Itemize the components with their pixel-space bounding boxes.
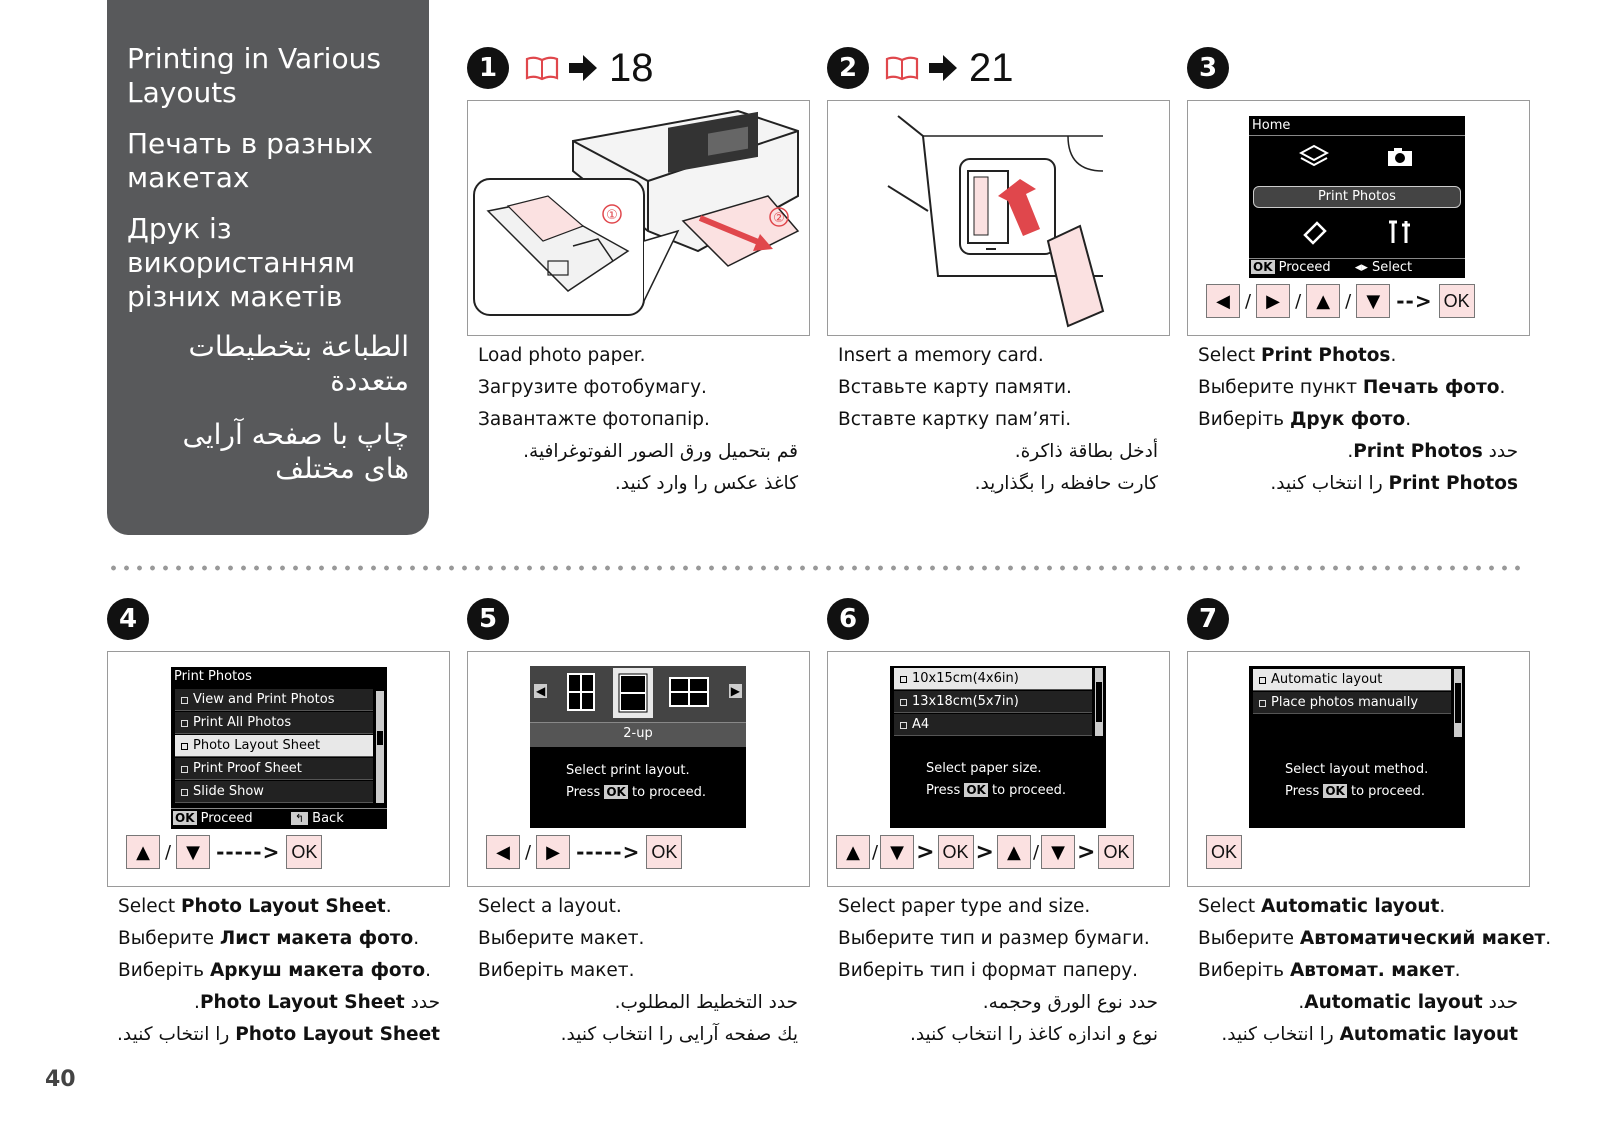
lcd-footer: OK Proceed ↰ Back — [171, 808, 387, 829]
instruction-uk: Вставте картку пам’яті. — [838, 409, 1072, 430]
step-4-figure — [107, 651, 450, 887]
title-uk: Друк із використанням різних макетів — [127, 212, 356, 313]
arrow-right-icon — [927, 53, 959, 83]
step-4-instructions — [118, 891, 440, 1051]
down-button[interactable]: ▼ — [1356, 284, 1390, 318]
lcd-header: Print Photos — [174, 669, 252, 684]
step-number: 6 — [827, 598, 869, 640]
dashed-arrow-icon: --> — [1396, 289, 1433, 313]
instruction-ru: Выберите тип и размер бумаги. — [838, 928, 1150, 949]
up-button[interactable]: ▲ — [126, 835, 160, 869]
section-title-block — [107, 0, 429, 535]
lcd-screen — [530, 666, 746, 828]
instruction-ar: حدد نوع الورق وحجمه. — [982, 992, 1158, 1013]
step-2-figure — [827, 100, 1170, 336]
select-arrows-icon: ◂▸ — [1354, 260, 1368, 275]
lcd-screen — [890, 666, 1106, 828]
step-number: 4 — [107, 598, 149, 640]
chevron-right-icon: > — [1077, 839, 1097, 865]
button-sequence: ◀ / ▶ -----> OK — [486, 835, 682, 869]
instruction-en: Select paper type and size. — [838, 896, 1091, 917]
instruction-uk: Виберіть тип і формат паперу. — [838, 960, 1139, 981]
step-number: 3 — [1187, 47, 1229, 89]
layout-thumb-4up-icon[interactable] — [566, 672, 596, 712]
step-number: 1 — [467, 47, 509, 89]
step-6-instructions — [838, 891, 1158, 1051]
dashed-arrow-icon: -----> — [576, 840, 641, 864]
instruction-fa: یك صفحه آرایی را انتخاب کنید. — [560, 1024, 798, 1045]
page-reference: 21 — [969, 45, 1014, 90]
layout-thumb-selected[interactable] — [613, 668, 653, 718]
menu-item[interactable]: A4 — [894, 714, 1092, 736]
dashed-arrow-icon: -----> — [216, 840, 281, 864]
step-2-header — [827, 46, 1014, 90]
menu-item[interactable]: Place photos manually — [1253, 692, 1451, 714]
menu-item[interactable]: Slide Show — [175, 781, 373, 803]
lcd-screen — [171, 667, 387, 829]
lcd-message: Select paper size. Press OK to proceed. — [926, 761, 1066, 798]
layers-icon — [1299, 144, 1329, 170]
instruction-fa: Photo Layout Sheet را انتخاب کنید. — [117, 1024, 440, 1045]
step-1-header — [467, 46, 654, 90]
scrollbar[interactable] — [1454, 669, 1462, 737]
figure-label-1: ① — [606, 208, 618, 223]
menu-item[interactable]: View and Print Photos — [175, 689, 373, 711]
right-button[interactable]: ▶ — [1256, 284, 1290, 318]
title-fa: چاپ با صفحه آرایی های مختلف — [182, 418, 409, 485]
ok-button[interactable]: OK — [938, 835, 974, 869]
menu-item[interactable]: Print Proof Sheet — [175, 758, 373, 780]
chevron-right-icon: > — [975, 839, 995, 865]
button-sequence: ▲ / ▼ -----> OK — [126, 835, 322, 869]
memory-card-illustration — [828, 101, 1170, 336]
step-5-figure — [467, 651, 810, 887]
button-sequence — [1206, 835, 1242, 869]
title-en: Printing in Various Layouts — [127, 42, 381, 109]
instruction-ru: Выберите Автоматический макет. — [1198, 928, 1552, 949]
instruction-fa: نوع و اندازه کاغذ را انتخاب کنید. — [909, 1024, 1158, 1045]
up-button[interactable]: ▲ — [997, 835, 1031, 869]
step-1-instructions — [478, 340, 798, 500]
menu-item[interactable]: 13x18cm(5x7in) — [894, 691, 1092, 713]
carousel-left-icon[interactable]: ◀ — [536, 684, 546, 698]
left-button[interactable]: ◀ — [1206, 284, 1240, 318]
lcd-header: Home — [1252, 118, 1291, 133]
instruction-en: Select Print Photos. — [1198, 345, 1397, 366]
step-5-header — [467, 597, 509, 641]
step-number: 2 — [827, 47, 869, 89]
book-icon — [525, 55, 559, 81]
instruction-ru: Выберите пункт Печать фото. — [1198, 377, 1506, 398]
menu-item-selected[interactable]: Photo Layout Sheet — [175, 735, 373, 757]
instruction-fa: کاغذ عکس را وارد کنید. — [614, 473, 798, 494]
instruction-fa: کارت حافظه را بگذارید. — [974, 473, 1158, 494]
lcd-footer: OK Proceed ◂▸ Select — [1249, 258, 1465, 278]
page-reference: 18 — [609, 45, 654, 90]
lcd-screen — [1249, 666, 1465, 828]
chevron-right-icon: > — [916, 839, 936, 865]
lcd-screen — [1249, 116, 1465, 278]
button-sequence: ▲ / ▼ > OK > ▲ / ▼ > OK — [836, 835, 1134, 869]
instruction-ar: قم بتحميل ورق الصور الفوتوغرافية. — [523, 441, 798, 462]
lcd-selected-item: Print Photos — [1253, 186, 1461, 208]
up-button[interactable]: ▲ — [836, 835, 870, 869]
down-button[interactable]: ▼ — [880, 835, 914, 869]
title-ru: Печать в разных макетах — [127, 127, 373, 194]
step-5-instructions — [478, 891, 798, 1051]
layout-2up-icon — [618, 673, 648, 713]
step-3-header — [1187, 46, 1229, 90]
instruction-uk: Завантажте фотопапір. — [478, 409, 710, 430]
step-7-instructions — [1198, 891, 1552, 1051]
instruction-ar: أدخل بطاقة ذاكرة. — [1014, 441, 1158, 462]
step-6-header — [827, 597, 869, 641]
layout-carousel[interactable] — [530, 666, 746, 722]
layout-thumb-landscape-icon[interactable] — [668, 676, 710, 708]
title-ar: الطباعة بتخطيطات متعددة — [188, 330, 409, 397]
instruction-uk: Виберіть Автомат. макет. — [1198, 960, 1461, 981]
scrollbar[interactable] — [376, 691, 384, 803]
figure-label-2: ② — [773, 211, 785, 226]
camera-icon — [1386, 146, 1414, 168]
left-button[interactable]: ◀ — [486, 835, 520, 869]
page-number: 40 — [45, 1067, 76, 1092]
printer-paper-illustration — [468, 101, 810, 336]
instruction-uk: Виберіть Друк фото. — [1198, 409, 1412, 430]
menu-item[interactable]: Print All Photos — [175, 712, 373, 734]
down-button[interactable]: ▼ — [1041, 835, 1075, 869]
step-1-figure — [467, 100, 810, 336]
arrow-right-icon — [567, 53, 599, 83]
instruction-ru: Загрузите фотобумагу. — [478, 377, 707, 398]
scrollbar[interactable] — [1095, 668, 1103, 736]
book-icon — [885, 55, 919, 81]
instruction-ru: Вставьте карту памяти. — [838, 377, 1072, 398]
step-7-figure — [1187, 651, 1530, 887]
back-icon: ↰ — [291, 812, 308, 825]
step-2-instructions — [838, 340, 1158, 500]
instruction-ru: Выберите макет. — [478, 928, 645, 949]
ok-button[interactable]: OK — [286, 835, 322, 869]
step-7-header — [1187, 597, 1229, 641]
menu-item-selected[interactable]: Automatic layout — [1253, 669, 1451, 691]
lcd-message: Select print layout. Press OK to proceed. — [566, 763, 706, 800]
button-sequence: ◀ / ▶ / ▲ / ▼ --> OK — [1206, 284, 1475, 318]
instruction-ar: حدد Photo Layout Sheet. — [194, 992, 440, 1013]
page-icon — [1299, 219, 1329, 245]
instruction-en: Select Photo Layout Sheet. — [118, 896, 392, 917]
down-button[interactable]: ▼ — [176, 835, 210, 869]
right-button[interactable]: ▶ — [536, 835, 570, 869]
instruction-ar: حدد التخطيط المطلوب. — [614, 992, 798, 1013]
instruction-ru: Выберите Лист макета фото. — [118, 928, 420, 949]
dotted-separator — [107, 565, 1525, 571]
lcd-message: Select layout method. Press OK to proceed. — [1285, 762, 1429, 799]
instruction-uk: Виберіть Аркуш макета фото. — [118, 960, 431, 981]
ok-button[interactable]: OK — [1098, 835, 1134, 869]
instruction-en: Load photo paper. — [478, 345, 646, 366]
instruction-en: Select a layout. — [478, 896, 622, 917]
carousel-right-icon[interactable]: ▶ — [730, 684, 740, 698]
ok-button[interactable]: OK — [646, 835, 682, 869]
instruction-ar: حدد Automatic layout. — [1298, 992, 1518, 1013]
up-button[interactable]: ▲ — [1306, 284, 1340, 318]
step-4-header — [107, 597, 149, 641]
layout-label: 2-up — [530, 722, 746, 747]
instruction-en: Insert a memory card. — [838, 345, 1044, 366]
instruction-fa: Automatic layout را انتخاب کنید. — [1221, 1024, 1518, 1045]
ok-button[interactable]: OK — [1206, 835, 1242, 869]
tools-icon — [1386, 219, 1414, 245]
instruction-fa: Print Photos را انتخاب کنید. — [1270, 473, 1518, 494]
step-3-figure — [1187, 100, 1530, 336]
step-number: 5 — [467, 598, 509, 640]
instruction-uk: Виберіть макет. — [478, 960, 635, 981]
instruction-ar: حدد Print Photos. — [1347, 441, 1518, 462]
step-6-figure — [827, 651, 1170, 887]
step-3-instructions — [1198, 340, 1518, 500]
menu-item-selected[interactable]: 10x15cm(4x6in) — [894, 668, 1092, 690]
instruction-en: Select Automatic layout. — [1198, 896, 1446, 917]
step-number: 7 — [1187, 598, 1229, 640]
ok-button[interactable]: OK — [1439, 284, 1475, 318]
